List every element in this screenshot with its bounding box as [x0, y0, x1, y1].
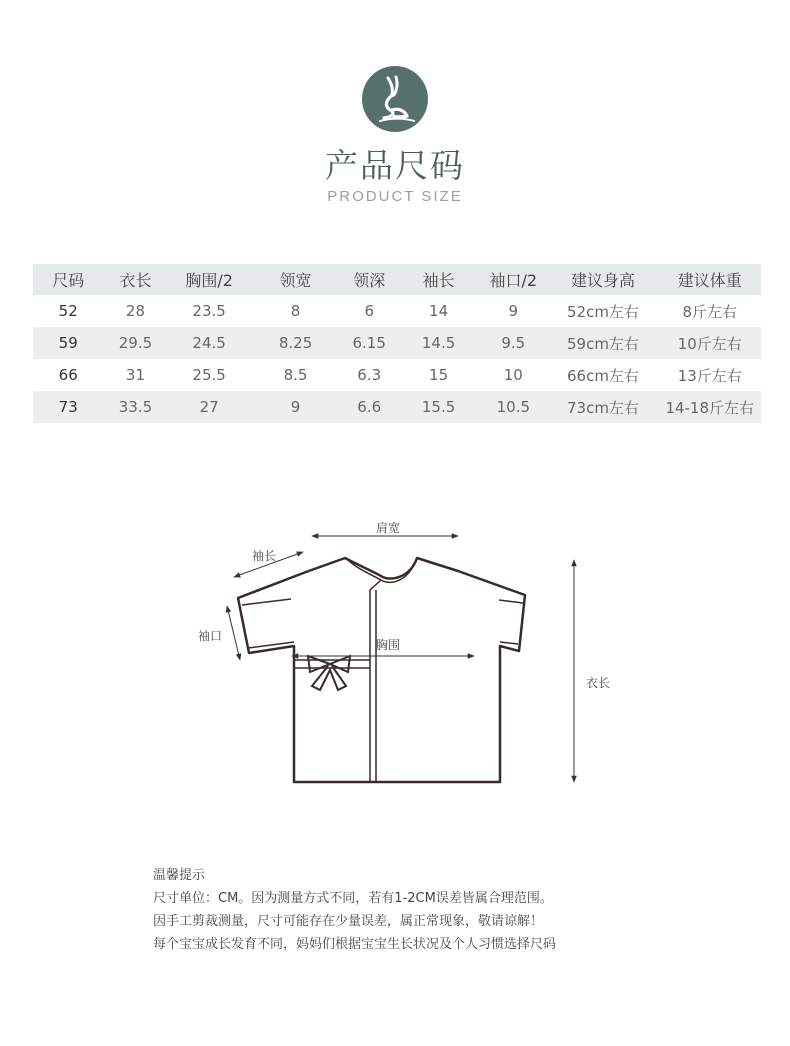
table-cell: 24.5 — [167, 327, 250, 359]
column-header: 建议体重 — [658, 264, 761, 295]
page-title: 产品尺码 — [325, 146, 465, 185]
table-cell: 6.6 — [340, 391, 398, 423]
chest-label: 胸围 — [376, 638, 401, 652]
table-cell: 31 — [125, 366, 145, 384]
tips-line: 尺寸单位：CM。因为测量方式不同，若有1-2CM误差皆属合理范围。 — [153, 891, 553, 906]
table-cell: 73cm左右 — [547, 391, 658, 423]
table-cell: 13斤左右 — [677, 366, 742, 385]
table-cell: 6.3 — [357, 366, 382, 384]
column-header: 领深 — [340, 264, 398, 295]
table-cell: 6 — [364, 302, 374, 320]
garment-outline — [238, 558, 525, 782]
length-label: 衣长 — [586, 676, 611, 690]
table-cell: 8斤左右 — [682, 302, 737, 321]
table-row — [33, 359, 761, 391]
brand-logo — [362, 66, 428, 132]
table-cell: 29.5 — [103, 327, 167, 359]
table-cell: 14 — [429, 302, 449, 320]
table-cell: 23.5 — [192, 302, 226, 320]
table-cell: 59 — [33, 327, 103, 359]
tips-line: 因手工剪裁测量，尺寸可能存在少量误差，属正常现象，敬请谅解！ — [153, 914, 544, 929]
column-header: 尺码 — [33, 264, 103, 295]
table-row — [33, 295, 761, 327]
size-table — [33, 264, 761, 423]
table-cell: 66cm左右 — [566, 366, 639, 385]
table-cell: 10斤左右 — [658, 327, 761, 359]
tips-heading: 温馨提示 — [153, 868, 206, 883]
table-cell: 9 — [508, 302, 519, 320]
table-cell: 66 — [58, 366, 78, 384]
table-cell: 59cm左右 — [547, 327, 658, 359]
shoulder-label: 肩宽 — [375, 521, 401, 535]
table-cell: 15.5 — [398, 391, 479, 423]
table-cell: 33.5 — [103, 391, 167, 423]
table-cell: 10.5 — [479, 391, 547, 423]
garment-diagram — [190, 510, 630, 800]
table-cell: 52 — [58, 302, 78, 320]
table-cell: 52cm左右 — [566, 302, 639, 321]
column-header: 胸围/2 — [167, 264, 250, 295]
column-header: 袖长 — [398, 264, 479, 295]
column-header: 衣长 — [103, 264, 167, 295]
table-cell: 9 — [251, 391, 341, 423]
table-cell: 8.25 — [251, 327, 341, 359]
table-cell: 28 — [125, 302, 145, 320]
table-row — [33, 327, 761, 359]
table-cell: 15 — [429, 366, 449, 384]
column-header: 建议身高 — [547, 264, 658, 295]
table-cell: 27 — [167, 391, 250, 423]
sleeve-length-label: 袖长 — [252, 549, 277, 563]
table-cell: 73 — [33, 391, 103, 423]
table-cell: 10 — [503, 366, 523, 384]
bow-tie-icon — [308, 656, 350, 690]
cuff-label: 袖口 — [198, 629, 223, 643]
rabbit-icon — [362, 66, 428, 132]
table-header-row — [33, 264, 761, 295]
table-row — [33, 391, 761, 423]
table-cell: 6.15 — [340, 327, 398, 359]
table-cell: 25.5 — [192, 366, 226, 384]
table-cell: 9.5 — [479, 327, 547, 359]
table-cell: 8.5 — [283, 366, 308, 384]
table-cell: 8 — [290, 302, 301, 320]
table-cell: 14-18斤左右 — [658, 391, 761, 423]
page-subtitle: PRODUCT SIZE — [327, 188, 463, 205]
tips-section — [153, 864, 556, 956]
cuff-arrow — [227, 606, 240, 660]
column-header: 领宽 — [251, 264, 341, 295]
table-cell: 14.5 — [398, 327, 479, 359]
measurement-lines — [227, 536, 574, 782]
tips-line: 每个宝宝成长发育不同，妈妈们根据宝宝生长状况及个人习惯选择尺码 — [153, 937, 557, 952]
column-header: 袖口/2 — [479, 264, 547, 295]
